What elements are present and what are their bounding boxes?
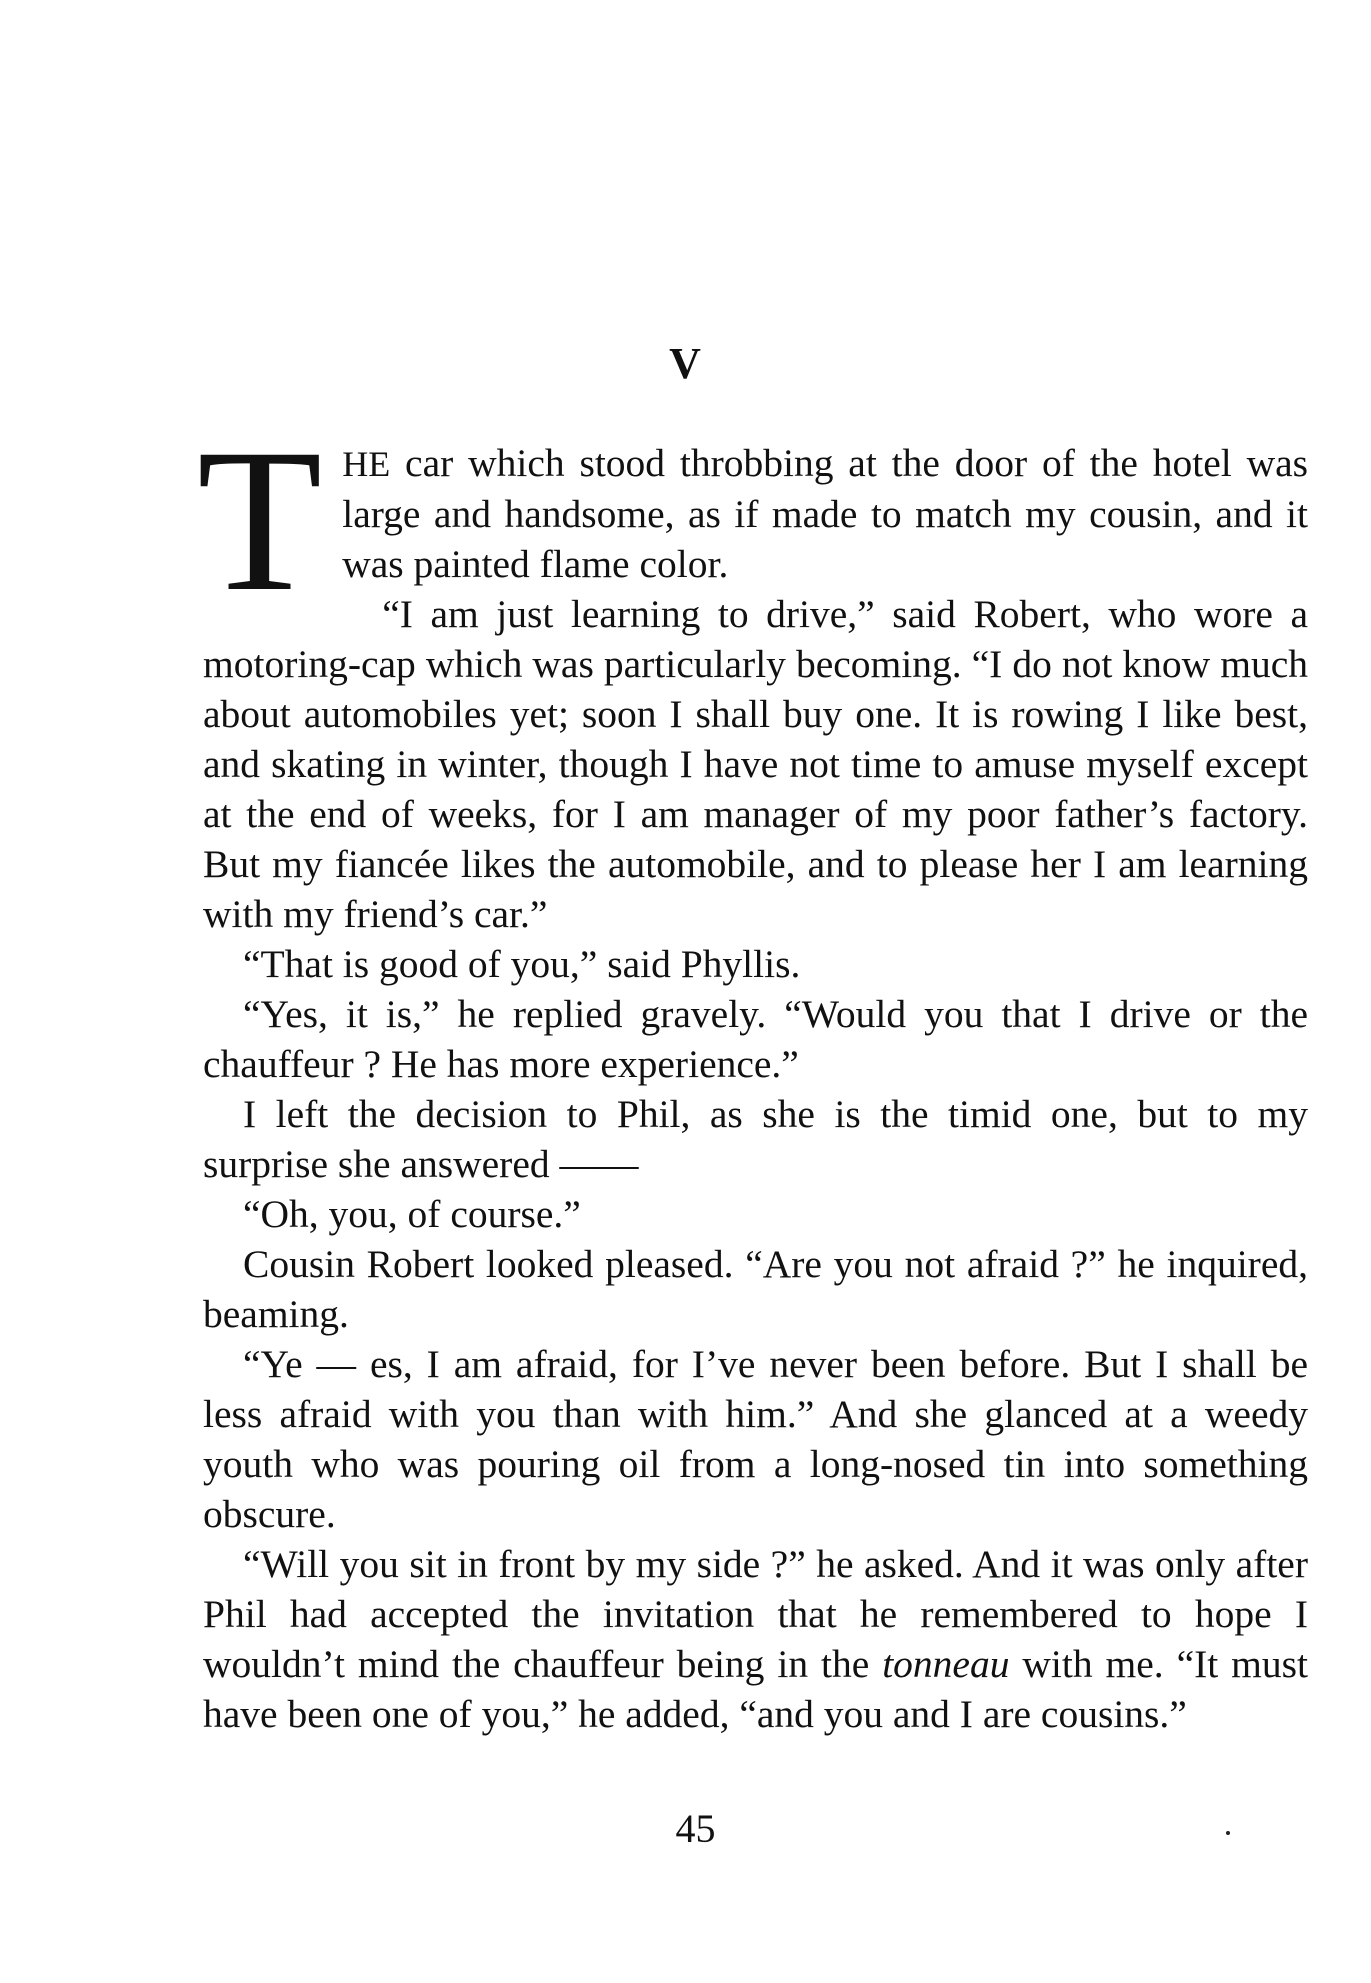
final-text-b: with me. “It must have been one of you,” he added, “and you and I are cousins.” [203,1642,1308,1736]
drop-cap: T [197,407,323,634]
print-speck [1226,1831,1230,1835]
paragraph: “I am just learning to drive,” said Robert, who wore a motoring-cap which was particularly becoming. “I do not know much about automobiles yet; soon I shall buy one. It is rowing I like best, and skating in winter, though I have not time to amuse myself except at the end of weeks, for I am manager of my poor father’s factory. But my fiancée likes the automobile, and to please her I am learning with my friend’s car.” [203,592,1308,936]
opening-text: car which stood throbbing at the door of the hotel was large and handsome, as if made to match my cousin, and it was painted flame color. [342,441,1308,586]
body-text [197,407,1308,1739]
paragraph: “That is good of you,” said Phyllis. [243,942,801,986]
italic-word: tonneau [882,1642,1010,1686]
chapter-heading: V [669,339,702,388]
paragraph: I left the decision to Phil, as she is the timid one, but to my surprise she answered —— [203,1092,1308,1186]
paragraph: “Oh, you, of course.” [243,1192,581,1236]
final-paragraph [203,1539,1308,1739]
page-number: 45 [675,1806,716,1851]
opening-paragraph [197,407,1308,634]
paragraph: “Yes, it is,” he replied gravely. “Would you that I drive or the chauffeur ? He has more experience.” [203,992,1308,1086]
paragraph: Cousin Robert looked pleased. “Are you not afraid ?” he inquired, beaming. [203,1242,1308,1336]
lead-in: HE [342,444,391,484]
final-text-a: “Will you sit in front by my side ?” he asked. And it was only after Phil had accepted the invitation that he remembered to hope I wouldn’t mind the chauffeur being in the [203,1542,1308,1686]
paragraph: “Ye — es, I am afraid, for I’ve never been before. But I shall be less afraid with you than with him.” And she glanced at a weedy youth who was pouring oil from a long-nosed tin into something obscure. [203,1342,1308,1536]
